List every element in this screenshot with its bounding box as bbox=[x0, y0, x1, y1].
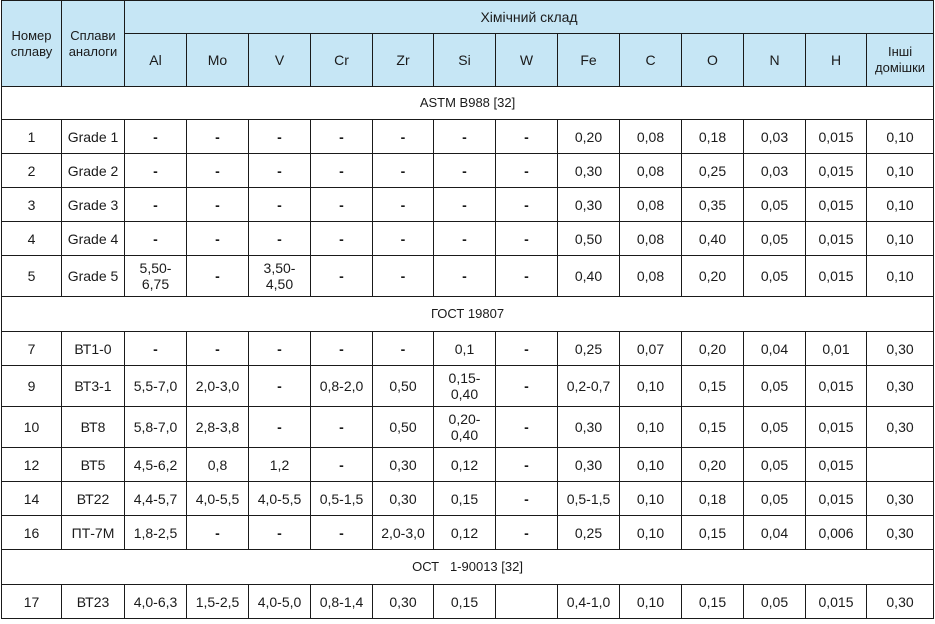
value-cell: 0,5-1,5 bbox=[558, 482, 620, 516]
alloy-name-cell: ВТ22 bbox=[62, 482, 125, 516]
header-other-impurities: Інші домішки bbox=[867, 34, 934, 87]
header-element-n: N bbox=[744, 34, 806, 87]
value-cell: 0,015 bbox=[806, 482, 867, 516]
value-cell: 0,30 bbox=[373, 448, 434, 482]
table-row bbox=[2, 154, 934, 188]
value-cell: - bbox=[249, 120, 311, 154]
value-cell: - bbox=[125, 222, 187, 256]
value-cell: 0,05 bbox=[744, 482, 806, 516]
value-cell: 0,12 bbox=[434, 448, 496, 482]
value-cell: 0,8-2,0 bbox=[311, 366, 373, 407]
value-cell: 5,8-7,0 bbox=[125, 407, 187, 448]
value-cell: 0,18 bbox=[682, 120, 744, 154]
value-cell: 4,0-5,5 bbox=[187, 482, 249, 516]
value-cell: 0,05 bbox=[744, 366, 806, 407]
value-cell: - bbox=[187, 222, 249, 256]
header-element-v: V bbox=[249, 34, 311, 87]
value-cell: 0,08 bbox=[620, 222, 682, 256]
value-cell: 2,0-3,0 bbox=[373, 516, 434, 550]
value-cell: 0,50 bbox=[558, 222, 620, 256]
value-cell: 0,50 bbox=[373, 366, 434, 407]
alloy-name-cell: ВТ1-0 bbox=[62, 332, 125, 366]
value-cell: 0,30 bbox=[373, 482, 434, 516]
value-cell: 0,015 bbox=[806, 256, 867, 297]
value-cell: 4,0-5,0 bbox=[249, 585, 311, 619]
table-row bbox=[2, 332, 934, 366]
value-cell: 1,2 bbox=[249, 448, 311, 482]
header-element-al: Al bbox=[125, 34, 187, 87]
value-cell: 0,15 bbox=[682, 585, 744, 619]
value-cell: 4,4-5,7 bbox=[125, 482, 187, 516]
value-cell: 0,20 bbox=[682, 332, 744, 366]
header-element-h: H bbox=[806, 34, 867, 87]
value-cell: 0,30 bbox=[867, 332, 934, 366]
value-cell: 0,15 bbox=[682, 407, 744, 448]
table-row bbox=[2, 448, 934, 482]
value-cell: - bbox=[496, 120, 558, 154]
value-cell: - bbox=[373, 222, 434, 256]
header-element-c: C bbox=[620, 34, 682, 87]
value-cell: - bbox=[373, 332, 434, 366]
value-cell: 0,15- 0,40 bbox=[434, 366, 496, 407]
alloy-number-cell: 12 bbox=[2, 448, 62, 482]
value-cell: - bbox=[373, 256, 434, 297]
value-cell: 0,10 bbox=[867, 188, 934, 222]
value-cell: 0,006 bbox=[806, 516, 867, 550]
value-cell: 0,10 bbox=[620, 516, 682, 550]
value-cell: - bbox=[373, 120, 434, 154]
value-cell: 4,0-5,5 bbox=[249, 482, 311, 516]
alloy-name-cell: ВТ8 bbox=[62, 407, 125, 448]
alloy-name-cell: Grade 2 bbox=[62, 154, 125, 188]
header-element-w: W bbox=[496, 34, 558, 87]
value-cell: - bbox=[249, 188, 311, 222]
alloy-number-cell: 16 bbox=[2, 516, 62, 550]
value-cell: - bbox=[187, 188, 249, 222]
alloy-number-cell: 3 bbox=[2, 188, 62, 222]
value-cell: 3,50- 4,50 bbox=[249, 256, 311, 297]
table-body bbox=[2, 87, 934, 619]
value-cell: 0,50 bbox=[373, 407, 434, 448]
value-cell: - bbox=[311, 154, 373, 188]
value-cell: 0,25 bbox=[558, 332, 620, 366]
value-cell: - bbox=[496, 256, 558, 297]
value-cell: - bbox=[187, 120, 249, 154]
value-cell: 0,15 bbox=[682, 516, 744, 550]
value-cell: - bbox=[249, 366, 311, 407]
value-cell: 0,10 bbox=[620, 585, 682, 619]
table-row bbox=[2, 222, 934, 256]
value-cell: 0,05 bbox=[744, 222, 806, 256]
value-cell: 0,15 bbox=[434, 585, 496, 619]
value-cell: 1,8-2,5 bbox=[125, 516, 187, 550]
value-cell: 0,10 bbox=[867, 222, 934, 256]
value-cell: 0,20- 0,40 bbox=[434, 407, 496, 448]
value-cell: 0,08 bbox=[620, 256, 682, 297]
value-cell: 0,20 bbox=[682, 256, 744, 297]
value-cell: 0,18 bbox=[682, 482, 744, 516]
value-cell: 0,10 bbox=[620, 366, 682, 407]
value-cell: - bbox=[187, 516, 249, 550]
value-cell: - bbox=[496, 482, 558, 516]
alloy-name-cell: Grade 3 bbox=[62, 188, 125, 222]
value-cell: - bbox=[125, 332, 187, 366]
value-cell: 0,35 bbox=[682, 188, 744, 222]
value-cell: 0,05 bbox=[744, 448, 806, 482]
header-element-mo: Mo bbox=[187, 34, 249, 87]
value-cell: 0,05 bbox=[744, 188, 806, 222]
value-cell: - bbox=[249, 222, 311, 256]
value-cell: 0,10 bbox=[620, 448, 682, 482]
value-cell: 0,01 bbox=[806, 332, 867, 366]
value-cell: 0,30 bbox=[867, 516, 934, 550]
value-cell: 0,2-0,7 bbox=[558, 366, 620, 407]
value-cell: 0,30 bbox=[373, 585, 434, 619]
value-cell: 0,015 bbox=[806, 222, 867, 256]
value-cell: - bbox=[125, 188, 187, 222]
header-element-cr: Cr bbox=[311, 34, 373, 87]
value-cell: 0,12 bbox=[434, 516, 496, 550]
value-cell: 0,10 bbox=[620, 407, 682, 448]
value-cell: - bbox=[496, 222, 558, 256]
table-row bbox=[2, 366, 934, 407]
value-cell: 2,0-3,0 bbox=[187, 366, 249, 407]
header-element-o: O bbox=[682, 34, 744, 87]
value-cell: 0,8-1,4 bbox=[311, 585, 373, 619]
alloy-name-cell: ВТ3-1 bbox=[62, 366, 125, 407]
section-row bbox=[2, 87, 934, 120]
value-cell: 0,015 bbox=[806, 448, 867, 482]
value-cell: 0,1 bbox=[434, 332, 496, 366]
value-cell: 0,30 bbox=[867, 407, 934, 448]
alloy-number-cell: 10 bbox=[2, 407, 62, 448]
value-cell: 0,07 bbox=[620, 332, 682, 366]
table-row bbox=[2, 407, 934, 448]
value-cell: 0,20 bbox=[682, 448, 744, 482]
alloy-number-cell: 1 bbox=[2, 120, 62, 154]
alloy-name-cell: ВТ5 bbox=[62, 448, 125, 482]
value-cell bbox=[867, 448, 934, 482]
value-cell: - bbox=[311, 448, 373, 482]
value-cell: 0,08 bbox=[620, 188, 682, 222]
value-cell: 0,15 bbox=[434, 482, 496, 516]
value-cell: - bbox=[496, 407, 558, 448]
alloy-number-cell: 17 bbox=[2, 585, 62, 619]
value-cell: - bbox=[434, 188, 496, 222]
alloy-number-cell: 4 bbox=[2, 222, 62, 256]
value-cell: 0,30 bbox=[867, 366, 934, 407]
value-cell: 0,05 bbox=[744, 256, 806, 297]
table-row bbox=[2, 120, 934, 154]
value-cell: 0,30 bbox=[558, 448, 620, 482]
value-cell: 0,03 bbox=[744, 154, 806, 188]
value-cell: - bbox=[311, 256, 373, 297]
value-cell: - bbox=[187, 154, 249, 188]
value-cell: - bbox=[187, 332, 249, 366]
value-cell: 0,10 bbox=[867, 154, 934, 188]
value-cell: - bbox=[125, 154, 187, 188]
value-cell: 0,05 bbox=[744, 585, 806, 619]
section-row bbox=[2, 550, 934, 585]
value-cell: 0,30 bbox=[867, 482, 934, 516]
alloy-number-cell: 9 bbox=[2, 366, 62, 407]
value-cell: - bbox=[249, 332, 311, 366]
value-cell: - bbox=[373, 154, 434, 188]
value-cell: - bbox=[434, 120, 496, 154]
value-cell: - bbox=[434, 154, 496, 188]
value-cell: 0,015 bbox=[806, 120, 867, 154]
value-cell: 0,5-1,5 bbox=[311, 482, 373, 516]
value-cell: - bbox=[311, 222, 373, 256]
value-cell: - bbox=[434, 222, 496, 256]
value-cell: 0,25 bbox=[682, 154, 744, 188]
value-cell: 0,015 bbox=[806, 188, 867, 222]
section-row bbox=[2, 297, 934, 332]
table-row bbox=[2, 585, 934, 619]
value-cell: 0,10 bbox=[867, 120, 934, 154]
alloy-name-cell: Grade 4 bbox=[62, 222, 125, 256]
header-alloy-analogs: Сплави аналоги bbox=[62, 1, 125, 87]
table-row bbox=[2, 516, 934, 550]
value-cell: 0,08 bbox=[620, 120, 682, 154]
value-cell: 5,50- 6,75 bbox=[125, 256, 187, 297]
alloy-number-cell: 14 bbox=[2, 482, 62, 516]
value-cell: 0,20 bbox=[558, 120, 620, 154]
value-cell: 0,08 bbox=[620, 154, 682, 188]
alloy-name-cell: ПТ-7М bbox=[62, 516, 125, 550]
value-cell: 5,5-7,0 bbox=[125, 366, 187, 407]
value-cell: - bbox=[373, 188, 434, 222]
header-element-si: Si bbox=[434, 34, 496, 87]
value-cell: - bbox=[434, 256, 496, 297]
value-cell: 4,5-6,2 bbox=[125, 448, 187, 482]
value-cell: 0,10 bbox=[867, 256, 934, 297]
composition-table bbox=[1, 0, 934, 619]
table-row bbox=[2, 482, 934, 516]
table-header bbox=[2, 1, 934, 87]
value-cell: 0,04 bbox=[744, 516, 806, 550]
value-cell: - bbox=[496, 188, 558, 222]
value-cell: - bbox=[496, 366, 558, 407]
value-cell: 0,4-1,0 bbox=[558, 585, 620, 619]
value-cell: 2,8-3,8 bbox=[187, 407, 249, 448]
value-cell: 0,015 bbox=[806, 407, 867, 448]
value-cell: 0,40 bbox=[682, 222, 744, 256]
value-cell: 0,03 bbox=[744, 120, 806, 154]
alloy-number-cell: 5 bbox=[2, 256, 62, 297]
value-cell: - bbox=[249, 154, 311, 188]
alloy-name-cell: Grade 5 bbox=[62, 256, 125, 297]
value-cell: 0,30 bbox=[558, 188, 620, 222]
value-cell: 0,15 bbox=[682, 366, 744, 407]
header-alloy-number: Номер сплаву bbox=[2, 1, 62, 87]
section-title: ГОСТ 19807 bbox=[2, 297, 934, 332]
value-cell: - bbox=[187, 256, 249, 297]
header-chemical-composition: Хімічний склад bbox=[125, 1, 934, 34]
value-cell: 4,0-6,3 bbox=[125, 585, 187, 619]
value-cell: - bbox=[496, 332, 558, 366]
value-cell: - bbox=[125, 120, 187, 154]
value-cell: 0,30 bbox=[558, 154, 620, 188]
header-element-zr: Zr bbox=[373, 34, 434, 87]
value-cell: - bbox=[311, 516, 373, 550]
value-cell: 0,25 bbox=[558, 516, 620, 550]
value-cell: - bbox=[496, 516, 558, 550]
alloy-number-cell: 2 bbox=[2, 154, 62, 188]
header-element-fe: Fe bbox=[558, 34, 620, 87]
value-cell: 0,015 bbox=[806, 585, 867, 619]
value-cell: 0,30 bbox=[867, 585, 934, 619]
value-cell: 0,40 bbox=[558, 256, 620, 297]
value-cell: 0,05 bbox=[744, 407, 806, 448]
section-title: ОСТ 1-90013 [32] bbox=[2, 550, 934, 585]
table-row bbox=[2, 188, 934, 222]
value-cell: - bbox=[249, 407, 311, 448]
value-cell: 0,30 bbox=[558, 407, 620, 448]
value-cell: - bbox=[311, 407, 373, 448]
table-row bbox=[2, 256, 934, 297]
alloy-number-cell: 7 bbox=[2, 332, 62, 366]
value-cell: 1,5-2,5 bbox=[187, 585, 249, 619]
value-cell: 0,10 bbox=[620, 482, 682, 516]
alloy-name-cell: ВТ23 bbox=[62, 585, 125, 619]
value-cell bbox=[496, 585, 558, 619]
value-cell: - bbox=[311, 332, 373, 366]
value-cell: - bbox=[496, 154, 558, 188]
alloy-name-cell: Grade 1 bbox=[62, 120, 125, 154]
section-title: ASTM B988 [32] bbox=[2, 87, 934, 120]
value-cell: 0,8 bbox=[187, 448, 249, 482]
value-cell: - bbox=[311, 188, 373, 222]
value-cell: 0,015 bbox=[806, 154, 867, 188]
value-cell: 0,015 bbox=[806, 366, 867, 407]
value-cell: - bbox=[496, 448, 558, 482]
value-cell: - bbox=[249, 516, 311, 550]
value-cell: - bbox=[311, 120, 373, 154]
value-cell: 0,04 bbox=[744, 332, 806, 366]
